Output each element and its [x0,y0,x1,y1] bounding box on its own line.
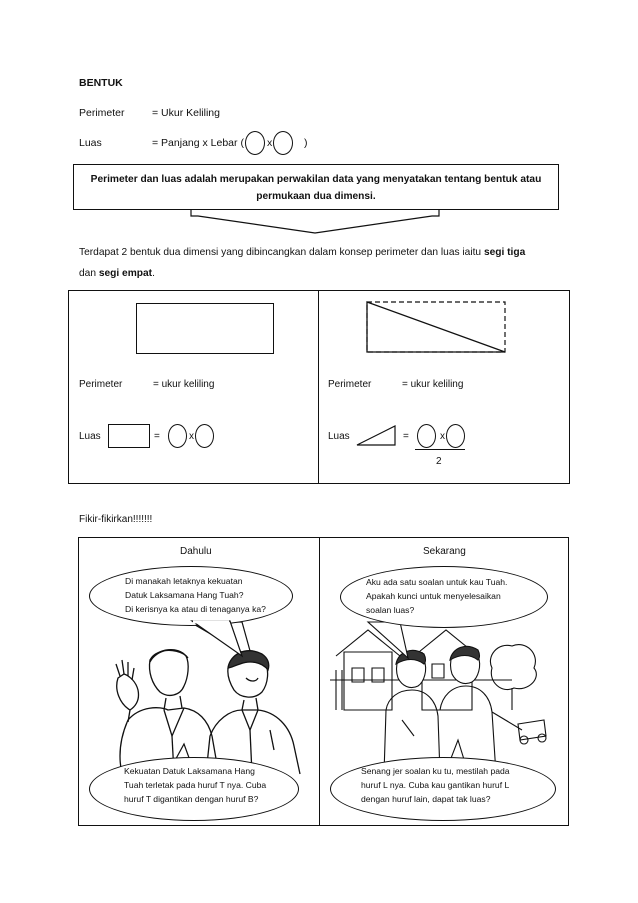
right-times: x [440,431,445,442]
luas-label: Luas [79,137,102,149]
sekarang-question-text: Aku ada satu soalan untuk kau Tuah. Apakah kunci untuk menyelesaikan soalan luas? [366,577,508,615]
comic-title-sekarang: Sekarang [423,546,466,557]
definition-callout [73,164,559,210]
right-luas-label: Luas [328,431,350,442]
small-rectangle-icon [108,424,150,448]
sekarang-answer-text: Senang jer soalan ku tu, mestilah pada huruf L nya. Cuba kau gantikan huruf L dengan huruf lain, dapat tak luas? [361,766,510,804]
shapes-table-divider [318,290,319,483]
right-perimeter-value: = ukur keliling [402,379,464,390]
callout-arrow [190,208,440,236]
dahulu-question-text: Di manakah letaknya kekuatan Datuk Laksamana Hang Tuah? Di kerisnya ka atau di tenaganya ka? [125,576,266,614]
blank-circle-width [273,131,293,155]
intro-line-1 [79,247,525,258]
dahulu-answer-text: Kekuatan Datuk Laksamana Hang Tuah terletak pada huruf T nya. Cuba huruf T digantikan dengan huruf B? [124,766,267,804]
dahulu-question-bubble-tail [190,620,250,660]
think-heading: Fikir-fikirkan!!!!!!! [79,514,153,525]
left-perimeter-label: Perimeter [79,379,123,390]
intro-term-rectangle: segi empat [98,268,153,279]
right-perimeter-label: Perimeter [328,379,372,390]
comic-title-dahulu: Dahulu [180,546,212,557]
intro-text: Terdapat 2 bentuk dua dimensi yang dibincangkan dalam konsep perimeter dan luas iaitu [79,247,484,258]
times-symbol: x [267,137,273,149]
luas-definition: = Panjang x Lebar ( [152,137,244,149]
left-times: x [189,431,194,442]
right-equals: = [403,431,409,442]
intro-period: . [152,268,155,279]
left-blank-circle-2 [195,424,214,448]
callout-line-2: permukaan dua dimensi. [256,191,376,202]
left-perimeter-value: = ukur keliling [153,379,215,390]
left-equals: = [154,431,160,442]
small-triangle-icon [355,424,397,448]
fraction-divisor: 2 [436,456,442,467]
comic-divider [319,537,320,825]
right-triangle-shape [363,300,509,356]
section-heading: BENTUK [79,77,123,89]
rectangle-shape [136,303,274,354]
right-blank-circle-2 [446,424,465,448]
left-blank-circle-1 [168,424,187,448]
perimeter-definition: = Ukur Keliling [152,107,220,119]
close-paren: ) [304,137,308,149]
intro-line-2 [79,268,155,279]
intro-term-triangle: segi tiga [483,247,526,258]
callout-line-1: Perimeter dan luas adalah merupakan perwakilan data yang menyatakan tentang bentuk atau [90,174,542,185]
blank-circle-length [245,131,265,155]
perimeter-label: Perimeter [79,107,125,119]
fraction-bar [415,449,465,450]
right-blank-circle-1 [417,424,436,448]
intro-text-2: dan [79,268,99,279]
left-luas-label: Luas [79,431,101,442]
